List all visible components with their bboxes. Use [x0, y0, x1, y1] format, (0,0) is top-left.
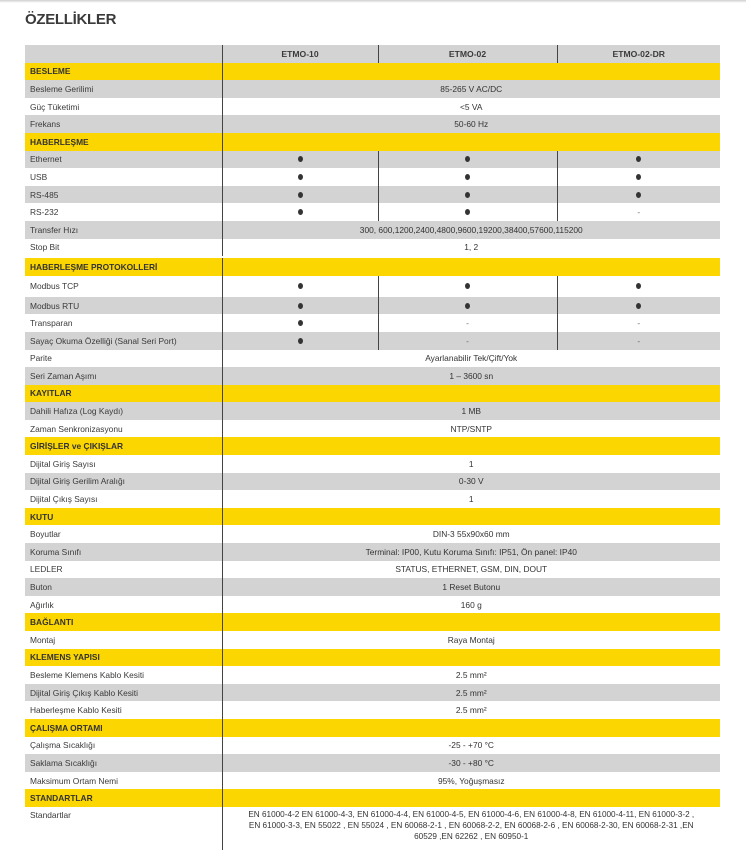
section-header-row: [25, 257, 720, 276]
cell-etmo-02-dr: [557, 203, 720, 221]
cell-etmo-10: [222, 332, 378, 350]
row-label: Dijital Giriş Sayısı: [25, 455, 222, 473]
section-title: ÇALIŞMA ORTAMI: [25, 719, 222, 737]
cell-etmo-02-dr: [557, 276, 720, 297]
row-label: Güç Tüketimi: [25, 98, 222, 116]
specifications-table: [25, 45, 720, 850]
row-label: Transfer Hızı: [25, 221, 222, 239]
table-row: [25, 186, 720, 204]
section-title: KLEMENS YAPISI: [25, 649, 222, 667]
row-label: Koruma Sınıfı: [25, 543, 222, 561]
row-label: LEDLER: [25, 561, 222, 579]
supported-dot-icon: [298, 192, 303, 198]
table-row: [25, 666, 720, 684]
cell-etmo-02-dr: [557, 332, 720, 350]
table-row: [25, 420, 720, 438]
row-value: Ayarlanabilir Tek/Çift/Yok: [222, 350, 720, 368]
table-row: [25, 80, 720, 98]
section-title: GİRİŞLER ve ÇIKIŞLAR: [25, 437, 222, 455]
row-label: Ağırlık: [25, 596, 222, 614]
table-row: [25, 490, 720, 508]
table-row: [25, 314, 720, 332]
row-value: 160 g: [222, 596, 720, 614]
not-supported-dash: -: [637, 207, 641, 218]
section-title: KUTU: [25, 508, 222, 526]
row-value: -25 - +70 °C: [222, 737, 720, 755]
row-value: 2.5 mm²: [222, 701, 720, 719]
supported-dot-icon: [298, 156, 303, 162]
cell-etmo-02-dr: [557, 168, 720, 186]
table-row: [25, 115, 720, 133]
table-row: [25, 543, 720, 561]
cell-etmo-02: [378, 314, 557, 332]
top-shadow: [0, 0, 746, 3]
supported-dot-icon: [465, 156, 470, 162]
table-row: [25, 561, 720, 579]
supported-dot-icon: [636, 283, 641, 289]
section-fill: [222, 257, 720, 276]
row-label: Zaman Senkronizasyonu: [25, 420, 222, 438]
cell-etmo-02: [378, 297, 557, 315]
cell-etmo-10: [222, 168, 378, 186]
cell-etmo-02: [378, 332, 557, 350]
row-value: 1 MB: [222, 402, 720, 420]
row-value: 2.5 mm²: [222, 684, 720, 702]
row-value: 0-30 V: [222, 473, 720, 491]
section-fill: [222, 649, 720, 667]
supported-dot-icon: [465, 303, 470, 309]
cell-etmo-02-dr: [557, 186, 720, 204]
section-header-row: [25, 63, 720, 81]
section-header-row: [25, 719, 720, 737]
section-fill: [222, 437, 720, 455]
supported-dot-icon: [298, 174, 303, 180]
row-value: Terminal: IP00, Kutu Koruma Sınıfı: IP51, Ön panel: IP40: [222, 543, 720, 561]
section-header-row: [25, 508, 720, 526]
table-row: [25, 684, 720, 702]
row-value: NTP/SNTP: [222, 420, 720, 438]
row-label: Parite: [25, 350, 222, 368]
row-label: Çalışma Sıcaklığı: [25, 737, 222, 755]
supported-dot-icon: [636, 192, 641, 198]
cell-etmo-02: [378, 203, 557, 221]
table-row: [25, 402, 720, 420]
row-value: -30 - +80 °C: [222, 754, 720, 772]
table-row: [25, 168, 720, 186]
section-title: KAYITLAR: [25, 385, 222, 403]
supported-dot-icon: [298, 283, 303, 289]
section-fill: [222, 508, 720, 526]
row-label: Maksimum Ortam Nemi: [25, 772, 222, 790]
row-value: 1 – 3600 sn: [222, 367, 720, 385]
supported-dot-icon: [298, 320, 303, 326]
column-header-etmo-10: ETMO-10: [222, 45, 378, 63]
table-row: [25, 737, 720, 755]
table-row: [25, 239, 720, 258]
page-title: ÖZELLİKLER: [25, 11, 117, 28]
row-value: 50-60 Hz: [222, 115, 720, 133]
section-fill: [222, 385, 720, 403]
cell-etmo-02: [378, 276, 557, 297]
section-fill: [222, 613, 720, 631]
cell-etmo-02: [378, 168, 557, 186]
table-row: [25, 578, 720, 596]
row-label: Besleme Klemens Kablo Kesiti: [25, 666, 222, 684]
row-value: 95%, Yoğuşmasız: [222, 772, 720, 790]
row-label: Sayaç Okuma Özelliği (Sanal Seri Port): [25, 332, 222, 350]
cell-etmo-10: [222, 314, 378, 332]
table-row: [25, 221, 720, 239]
table-row: [25, 807, 720, 850]
supported-dot-icon: [636, 156, 641, 162]
row-label: Montaj: [25, 631, 222, 649]
supported-dot-icon: [465, 209, 470, 215]
cell-etmo-10: [222, 276, 378, 297]
cell-etmo-10: [222, 186, 378, 204]
table-row: [25, 276, 720, 297]
row-label: Besleme Gerilimi: [25, 80, 222, 98]
row-label: Dahili Hafıza (Log Kaydı): [25, 402, 222, 420]
supported-dot-icon: [465, 192, 470, 198]
table-row: [25, 297, 720, 315]
table-row: [25, 754, 720, 772]
supported-dot-icon: [465, 283, 470, 289]
cell-etmo-10: [222, 151, 378, 169]
section-fill: [222, 63, 720, 81]
row-label: Ethernet: [25, 151, 222, 169]
row-label: RS-485: [25, 186, 222, 204]
row-value: 1: [222, 455, 720, 473]
supported-dot-icon: [636, 303, 641, 309]
section-title: HABERLEŞME PROTOKOLLERİ: [25, 257, 222, 276]
row-value: Raya Montaj: [222, 631, 720, 649]
column-header-etmo-02: ETMO-02: [378, 45, 557, 63]
table-row: [25, 772, 720, 790]
row-value: <5 VA: [222, 98, 720, 116]
table-row: [25, 98, 720, 116]
supported-dot-icon: [465, 174, 470, 180]
cell-etmo-02-dr: [557, 314, 720, 332]
not-supported-dash: -: [466, 318, 469, 329]
row-label: Seri Zaman Aşımı: [25, 367, 222, 385]
supported-dot-icon: [636, 174, 641, 180]
section-header-row: [25, 789, 720, 807]
table-row: [25, 350, 720, 368]
not-supported-dash: -: [637, 335, 641, 346]
row-label: Dijital Çıkış Sayısı: [25, 490, 222, 508]
row-value: 1: [222, 490, 720, 508]
header-empty-cell: [25, 45, 222, 63]
row-value: 85-265 V AC/DC: [222, 80, 720, 98]
not-supported-dash: -: [637, 318, 641, 329]
row-label: Modbus TCP: [25, 276, 222, 297]
supported-dot-icon: [298, 303, 303, 309]
row-label: Haberleşme Kablo Kesiti: [25, 701, 222, 719]
row-value: STATUS, ETHERNET, GSM, DIN, DOUT: [222, 561, 720, 579]
section-title: HABERLEŞME: [25, 133, 222, 151]
row-value: DIN-3 55x90x60 mm: [222, 525, 720, 543]
row-label: RS-232: [25, 203, 222, 221]
row-label: Saklama Sıcaklığı: [25, 754, 222, 772]
table-row: [25, 701, 720, 719]
cell-etmo-02: [378, 186, 557, 204]
row-label: Dijital Giriş Çıkış Kablo Kesiti: [25, 684, 222, 702]
row-label: Stop Bit: [25, 239, 222, 258]
row-label: Dijital Giriş Gerilim Aralığı: [25, 473, 222, 491]
row-label: Transparan: [25, 314, 222, 332]
section-fill: [222, 133, 720, 151]
section-header-row: [25, 385, 720, 403]
section-fill: [222, 719, 720, 737]
section-header-row: [25, 649, 720, 667]
row-label: Standartlar: [25, 807, 222, 850]
cell-etmo-02-dr: [557, 297, 720, 315]
section-header-row: [25, 437, 720, 455]
row-value: 2.5 mm²: [222, 666, 720, 684]
section-fill: [222, 789, 720, 807]
row-value: EN 61000-4-2 EN 61000-4-3, EN 61000-4-4, EN 61000-4-5, EN 61000-4-6, EN 61000-4-8, EN 61000-4-11, EN 61000-3-2 , EN 61000-3-3, EN 55022 , EN 55024 , EN 60068-2-1 , EN 60068-2-2, EN 60068-2-6 , EN 60068-2-30, EN 60068-2-31 ,EN 60529 ,EN 62262 , EN 60950-1: [222, 807, 720, 850]
row-label: Boyutlar: [25, 525, 222, 543]
table-row: [25, 332, 720, 350]
table-row: [25, 473, 720, 491]
not-supported-dash: -: [466, 335, 469, 346]
row-label: Modbus RTU: [25, 297, 222, 315]
row-label: Frekans: [25, 115, 222, 133]
table-row: [25, 596, 720, 614]
supported-dot-icon: [298, 209, 303, 215]
section-title: STANDARTLAR: [25, 789, 222, 807]
cell-etmo-10: [222, 297, 378, 315]
table-row: [25, 367, 720, 385]
table-row: [25, 455, 720, 473]
section-header-row: [25, 613, 720, 631]
table-row: [25, 631, 720, 649]
section-header-row: [25, 133, 720, 151]
supported-dot-icon: [298, 338, 303, 344]
table-row: [25, 151, 720, 169]
cell-etmo-02-dr: [557, 151, 720, 169]
table-row: [25, 203, 720, 221]
column-header-etmo-02-dr: ETMO-02-DR: [557, 45, 720, 63]
section-title: BAĞLANTI: [25, 613, 222, 631]
table-header-row: [25, 45, 720, 63]
table-row: [25, 525, 720, 543]
section-title: BESLEME: [25, 63, 222, 81]
row-label: Buton: [25, 578, 222, 596]
cell-etmo-02: [378, 151, 557, 169]
cell-etmo-10: [222, 203, 378, 221]
row-label: USB: [25, 168, 222, 186]
row-value: 1, 2: [222, 239, 720, 258]
row-value: 1 Reset Butonu: [222, 578, 720, 596]
row-value: 300, 600,1200,2400,4800,9600,19200,38400,57600,115200: [222, 221, 720, 239]
